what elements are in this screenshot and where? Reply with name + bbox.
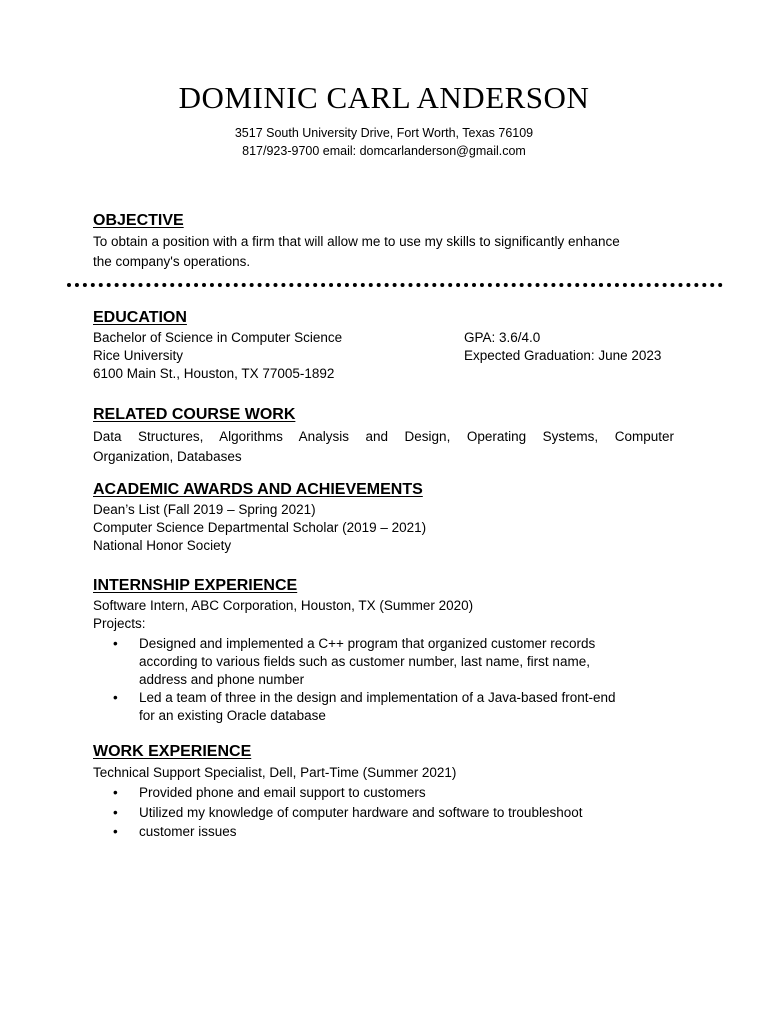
- internship-projects-label: Projects:: [93, 616, 146, 631]
- bullet-line: according to various fields such as customer number, last name, first name,: [139, 654, 590, 669]
- bullet-line: Provided phone and email support to customers: [139, 785, 426, 800]
- award-item: Dean’s List (Fall 2019 – Spring 2021): [93, 502, 316, 517]
- bullet-line: customer issues: [139, 824, 237, 839]
- objective-heading: OBJECTIVE: [93, 212, 184, 229]
- education-gpa: GPA: 3.6/4.0: [464, 330, 541, 345]
- objective-line-2: the company's operations.: [93, 254, 251, 269]
- internship-bullet-list: [113, 635, 616, 725]
- work-position: Technical Support Specialist, Dell, Part-Time (Summer 2021): [93, 765, 457, 780]
- internship-heading: INTERNSHIP EXPERIENCE: [93, 577, 298, 594]
- bullet-line: for an existing Oracle database: [139, 708, 326, 723]
- education-school: Rice University: [93, 348, 184, 363]
- bullet-line: Led a team of three in the design and implementation of a Java-based front-end: [139, 690, 616, 705]
- list-item: [113, 783, 582, 803]
- bullet-icon: •: [113, 804, 118, 820]
- contact-phone-email: 817/923-9700 email: domcarlanderson@gmail.com: [242, 144, 526, 158]
- award-item: National Honor Society: [93, 538, 232, 553]
- coursework-heading: RELATED COURSE WORK: [93, 406, 296, 423]
- work-heading: WORK EXPERIENCE: [93, 743, 252, 760]
- education-degree: Bachelor of Science in Computer Science: [93, 330, 343, 345]
- bullet-icon: •: [113, 785, 118, 800]
- awards-heading: ACADEMIC AWARDS AND ACHIEVEMENTS: [93, 481, 423, 498]
- section-divider: [67, 283, 723, 287]
- coursework-line-1: Data Structures, Algorithms Analysis and Design, Operating Systems, Computer: [93, 429, 674, 444]
- education-graduation: Expected Graduation: June 2023: [464, 348, 662, 363]
- contact-address: 3517 South University Drive, Fort Worth, Texas 76109: [234, 126, 534, 140]
- award-item: Computer Science Departmental Scholar (2019 – 2021): [93, 520, 427, 535]
- coursework-line-2: Organization, Databases: [93, 449, 242, 464]
- list-item: [113, 803, 582, 823]
- list-item: [113, 822, 582, 842]
- applicant-name: DOMINIC CARL ANDERSON: [178, 80, 590, 115]
- education-school-address: 6100 Main St., Houston, TX 77005-1892: [93, 366, 335, 381]
- internship-position: Software Intern, ABC Corporation, Houston, TX (Summer 2020): [93, 598, 474, 613]
- education-heading: EDUCATION: [93, 309, 187, 326]
- bullet-icon: •: [113, 690, 118, 705]
- bullet-line: Designed and implemented a C++ program that organized customer records: [139, 636, 596, 651]
- list-item: [113, 689, 616, 725]
- list-item: [113, 635, 616, 689]
- bullet-line: address and phone number: [139, 672, 305, 687]
- objective-line-1: To obtain a position with a firm that will allow me to use my skills to significantly enhance: [93, 234, 620, 249]
- work-bullet-list: [113, 783, 582, 842]
- bullet-icon: •: [113, 636, 118, 651]
- coursework-text: [93, 427, 674, 467]
- bullet-line: Utilized my knowledge of computer hardware and software to troubleshoot: [139, 804, 583, 820]
- bullet-icon: •: [113, 824, 118, 839]
